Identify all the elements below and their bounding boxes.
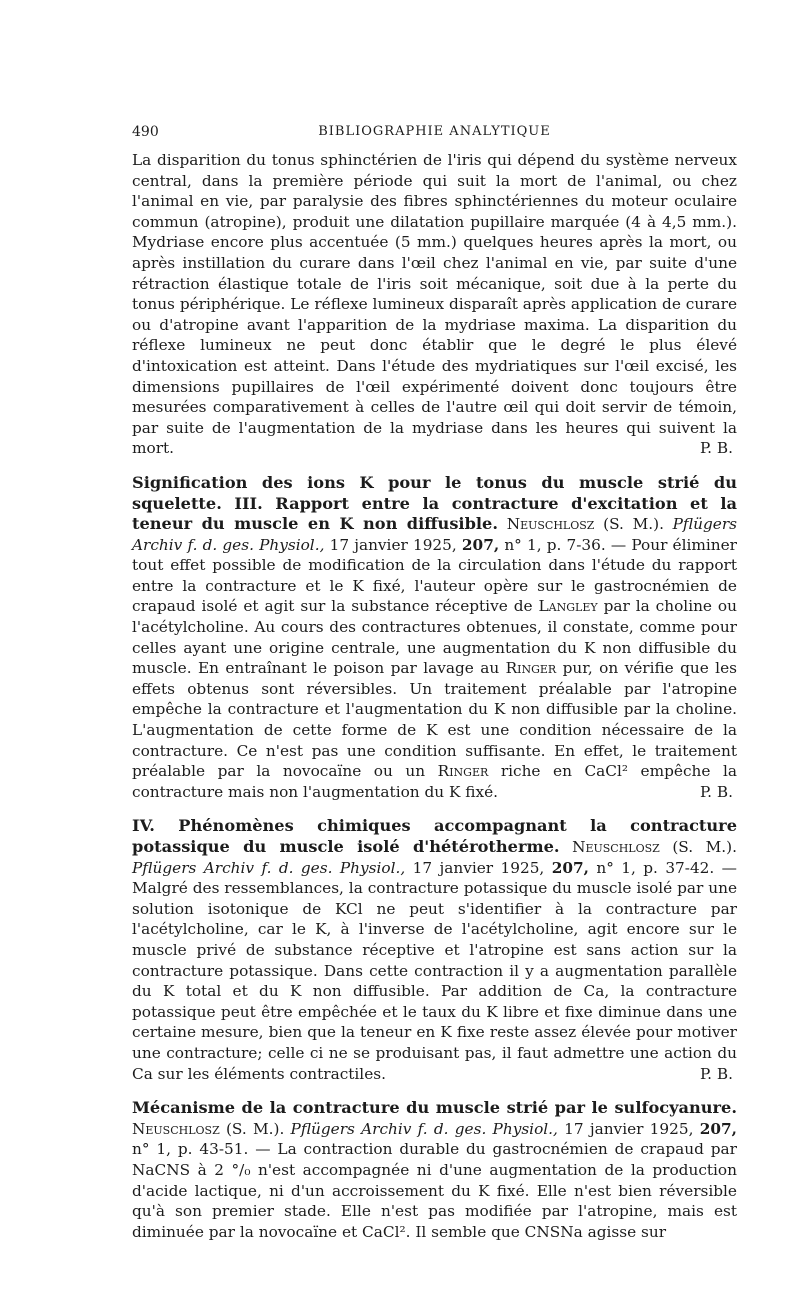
entry-2-journal: Pflügers Archiv f. d. ges. Physiol., bbox=[132, 858, 406, 877]
entry-1-date: 17 janvier 1925, bbox=[329, 535, 457, 554]
entry-2-author: Neuschlosz (S. M.). bbox=[572, 838, 737, 856]
intro-text: La disparition du tonus sphinctérien de l'iris qui dépend du système nerveux central, dans la première période qui suit la mort de l'animal, ou chez l'animal en vie, par paralysie des fibres sphinctériennes du moteur oculaire commun (atropine), produit une dilatation pupillaire marquée (4 à 4,5 mm.). Mydriase encore plus accentuée (5 mm.) quelques heures après la mort, ou après instillation du curare dans l'œil chez l'animal en vie, par suite d'une rétraction élastique totale de l'iris soit mécanique, soit due à la perte du tonus périphérique. Le réflexe lumineux disparaît après application de curare ou d'atropine avant l'apparition de la mydriase maxima. La disparition du réflexe lumineux ne peut donc établir que le degré le plus élevé d'intoxication est atteint. Dans l'étude des mydriatiques sur l'œil excisé, les dimensions pupillaires de l'œil expérimenté doivent donc toujours être mesurées comparativement à celles de l'autre œil qui doit servir de témoin, par suite de l'augmentation de la mydriase dans les heures qui suivent la mort. bbox=[132, 151, 737, 458]
entry-1-author: Neuschlosz (S. M.). bbox=[506, 515, 664, 534]
entry-3-issue: n° 1, p. 43-51. — bbox=[132, 1140, 271, 1159]
page-header bbox=[132, 124, 737, 150]
entry-1-body-c: pur, on vérifie que les effets obtenus sont réversibles. Un traitement préalable par l'atropine empêche la contracture et l'augmentation du K non diffusible par la choline. L'augmentation de cette forme de K est une condition nécessaire de la contracture. Ce n'est pas une condition suffisante. En effet, le traitement préalable par la novocaïne ou un bbox=[132, 659, 737, 781]
entry-2-signature: P. B. bbox=[699, 1064, 733, 1083]
entry-3-author: Neuschlosz (S. M.). bbox=[132, 1119, 285, 1138]
entry-2 bbox=[132, 816, 737, 1084]
entry-1-body-b: par la choline ou l'acétylcholine. Au cours des contractures obtenues, il constate, comme pour celles ayant une origine centrale, une augmentation du K non diffusible du muscle. En entraînant le poison par lavage au bbox=[132, 597, 737, 678]
entry-1-signature: P. B. bbox=[699, 782, 733, 801]
entry-2-volume: 207, bbox=[551, 858, 589, 877]
entry-2-date: 17 janvier 1925, bbox=[412, 858, 545, 877]
entry-2-title: IV. Phénomènes chimiques accompagnant la contracture potassique du muscle isolé d'hétérotherme. bbox=[132, 816, 737, 856]
entry-1-volume: 207, bbox=[461, 535, 500, 554]
entry-2-issue: n° 1, p. 37-42. — bbox=[596, 858, 737, 877]
document-page bbox=[132, 124, 737, 1242]
entry-1-name-ringer: Ringer bbox=[505, 659, 557, 678]
entry-2-body: Malgré des ressemblances, la contracture potassique du muscle isolé par une solution isotonique de KCl ne peut s'identifier à la contracture par l'acétylcholine, car le K, à l'inverse de l'acétylcholine, agit encore sur le muscle privé de substance réceptive et l'atropine est sans action sur la contracture potassique. Dans cette contraction il y a augmentation parallèle du K total et du K non diffusible. Par addition de Ca, la contracture potassique peut être empêchée et le taux du K libre et fixe diminue dans une certaine mesure, bien que la teneur en K fixe reste assez élevée pour motiver une contracture; celle ci ne se produisant pas, il faut admettre une action du Ca sur les éléments contractiles. bbox=[132, 879, 737, 1083]
entry-1-name-ringer-2: Ringer bbox=[437, 762, 489, 781]
entry-1-issue: n° 1, p. 7-36. — bbox=[504, 535, 627, 554]
page-number: 490 bbox=[132, 124, 159, 140]
entry-3-title: Mécanisme de la contracture du muscle strié par le sulfocyanure. bbox=[132, 1098, 737, 1118]
entry-3-volume: 207, bbox=[699, 1119, 737, 1138]
entry-1-journal: Pflügers Archiv f. d. ges. Physiol., bbox=[132, 515, 737, 554]
intro-paragraph bbox=[132, 150, 737, 459]
running-title: BIBLIOGRAPHIE ANALYTIQUE bbox=[318, 124, 551, 139]
entry-3-journal: Pflügers Archiv f. d. ges. Physiol., bbox=[290, 1119, 558, 1138]
entry-1 bbox=[132, 473, 737, 803]
entry-1-body-a: Pour éliminer tout effet possible de modification de la circulation dans l'étude du rapport entre la contracture et le K fixé, l'auteur opère sur le gastrocnémien de crapaud isolé et agit sur la substance réceptive de bbox=[132, 535, 737, 616]
entry-3-body: La contraction durable du gastrocnémien de crapaud par NaCNS à 2 °/₀ n'est accompagnée ni d'une augmentation de la production d'acide lactique, ni d'un accroissement du K fixé. Elle n'est bien réversible qu'à son premier stade. Elle n'est pas modifiée par l'atropine, mais est diminuée par la novocaïne et CaCl². Il semble que CNSNa agisse sur bbox=[132, 1140, 737, 1241]
entry-3-date: 17 janvier 1925, bbox=[564, 1119, 694, 1138]
entry-1-title: Signification des ions K pour le tonus du muscle strié du squelette. III. Rapport entre la contracture d'excitation et la teneur du muscle en K non diffusible. bbox=[132, 472, 737, 534]
entry-1-name-langley: Langley bbox=[538, 597, 598, 616]
entry-3 bbox=[132, 1098, 737, 1242]
intro-signature: P. B. bbox=[699, 439, 733, 458]
entry-1-body-d: riche en CaCl² empêche la contracture mais non l'augmentation du K fixé. bbox=[132, 762, 737, 801]
